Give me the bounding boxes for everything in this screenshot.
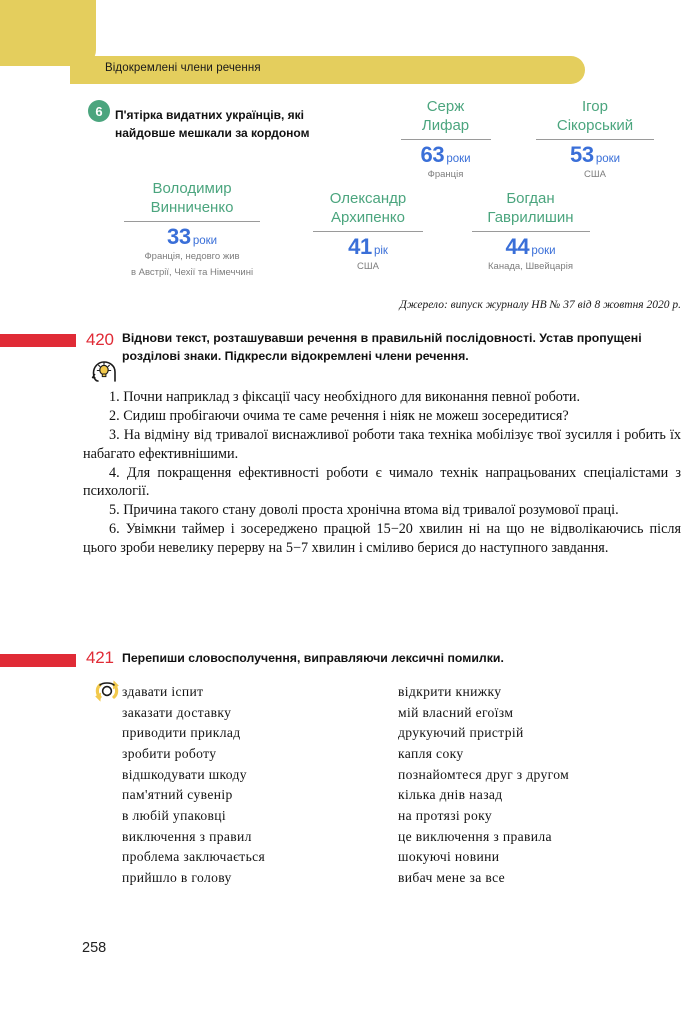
word-phrase-item: капля соку (398, 745, 464, 761)
word-phrase-item: друкуючий пристрій (398, 725, 524, 741)
person-age-number: 33 (166, 224, 191, 249)
word-phrase-item: відшкодувати шкоду (122, 766, 247, 782)
exercise-420-body (83, 388, 681, 558)
infographic-source: Джерело: випуск журналу НВ № 37 від 8 жовтня 2020 р. (399, 299, 681, 311)
person-age-unit: роки (531, 245, 556, 257)
infographic-person-arkhypenko (288, 190, 448, 274)
person-name-line1: Олександр (329, 190, 407, 207)
person-name-line1: Ігор (582, 98, 608, 115)
person-divider (472, 231, 590, 233)
exercise-421-column-left (122, 682, 265, 889)
word-phrase-item: шокуючі новини (398, 849, 500, 865)
person-divider (313, 231, 423, 233)
person-country: Франція (427, 169, 464, 180)
infographic-person-sikorsky (515, 98, 675, 182)
exercise-420-sentence: 5. Причина такого стану доволі проста хронічна втома від тривалої розумової праці. (109, 502, 619, 519)
exercise-420-instruction: Віднови текст, розташувавши речення в правильній послідовності. Устав пропущені розділові знаки. Підкресли відокремлені члени речення. (122, 331, 642, 363)
word-phrase-item: в любій упаковці (122, 807, 227, 823)
word-phrase-item: вибач мене за все (398, 869, 506, 885)
word-phrase-item: на протязі року (398, 807, 493, 823)
person-name-line1: Серж (426, 98, 465, 115)
word-phrase-item: приводити приклад (122, 725, 241, 741)
exercise-420-sentence: 3. На відміну від тривалої виснажливої роботи така техніка мобілізує твої зусилля і робить їх набагато ефективнішими. (83, 426, 681, 462)
word-phrase-item: проблема заключається (122, 849, 266, 865)
infographic-person-lyfar (373, 98, 518, 182)
person-divider (124, 221, 260, 223)
exercise-421-redbar (0, 654, 76, 667)
person-age-row (443, 236, 618, 258)
word-phrase-item: мій власний егоїзм (398, 704, 514, 720)
person-name-line2: Винниченко (150, 198, 234, 216)
person-age-number: 63 (420, 142, 445, 167)
person-age-unit: роки (446, 153, 471, 165)
person-age-number: 41 (348, 234, 372, 259)
exercise-420-sentence: 6. Увімкни таймер і зосереджено працюй 15−20 хвилин ні на що не відволікаючись після цього зроби невелику перерву на 5−7 хвилин і сміливо берися до наступного завдання. (83, 521, 681, 556)
word-phrase-item: заказати доставку (122, 704, 232, 720)
word-phrase-item: кілька днів назад (398, 787, 503, 803)
exercise-420-sentence: 1. Почни наприклад з фіксації часу необхідного для виконання певної роботи. (109, 389, 581, 405)
person-age-unit: рік (373, 245, 388, 257)
exercise-420-sentence: 4. Для покращення ефективності роботи є чимало технік напрацьованих спеціалістами з психології. (83, 464, 681, 500)
word-phrase-item: пам'ятний сувенір (122, 787, 233, 803)
word-phrase-item: здавати іспит (122, 684, 204, 699)
person-name-line2: Лифар (421, 116, 470, 134)
running-header-title: Відокремлені члени речення (105, 62, 261, 74)
exercise-420-number: 420 (86, 330, 114, 349)
infographic-badge: 6 (88, 100, 110, 122)
person-country-cont: в Австрії, Чехії та Німеччині (130, 266, 254, 278)
person-divider (536, 139, 654, 141)
person-country: Канада, Швейцарія (488, 261, 573, 272)
person-country: США (357, 261, 379, 272)
word-phrase-item: прийшло в голову (122, 869, 232, 885)
person-age-row (515, 144, 675, 166)
person-name-line1: Володимир (152, 180, 232, 197)
infographic-person-havrylyshyn (443, 190, 618, 274)
exercise-421-number: 421 (86, 648, 114, 667)
person-name-line2: Гаврилишин (487, 208, 574, 226)
exercise-421-column-right (398, 682, 569, 889)
person-name-line1: Богдан (506, 190, 555, 207)
person-country: Франція, недовго жив (144, 251, 240, 262)
person-age-unit: роки (192, 235, 218, 247)
infographic-person-vynnychenko (92, 180, 292, 280)
word-phrase-item: познайомтеся друг з другом (398, 766, 570, 782)
rewrite-arrows-icon (92, 676, 122, 706)
person-name-line2: Сікорський (556, 116, 634, 134)
page-number: 258 (82, 940, 107, 956)
person-name-line2: Архипенко (331, 208, 405, 226)
person-age-row (373, 144, 518, 166)
person-age-number: 44 (505, 234, 530, 259)
exercise-421-instruction: Перепиши словосполучення, виправляючи лексичні помилки. (122, 651, 504, 665)
word-phrase-item: виключення з правил (122, 828, 252, 844)
person-age-row (92, 226, 292, 248)
person-age-number: 53 (569, 142, 594, 167)
head-lightbulb-icon (90, 355, 120, 385)
person-age-unit: роки (595, 153, 621, 165)
exercise-420-sentence: 2. Сидиш пробігаючи очима те саме речення і ніяк не можеш зосередитися? (109, 407, 569, 424)
person-age-row (288, 236, 448, 258)
person-divider (401, 139, 491, 141)
word-phrase-item: відкрити книжку (398, 684, 502, 699)
person-country: США (584, 169, 606, 180)
word-phrase-item: зробити роботу (122, 745, 217, 761)
infographic-heading: П'ятірка видатних українців, які найдовше мешкали за кордоном (115, 108, 310, 140)
word-phrase-item: це виключення з правила (398, 828, 552, 844)
exercise-420-redbar (0, 334, 76, 347)
